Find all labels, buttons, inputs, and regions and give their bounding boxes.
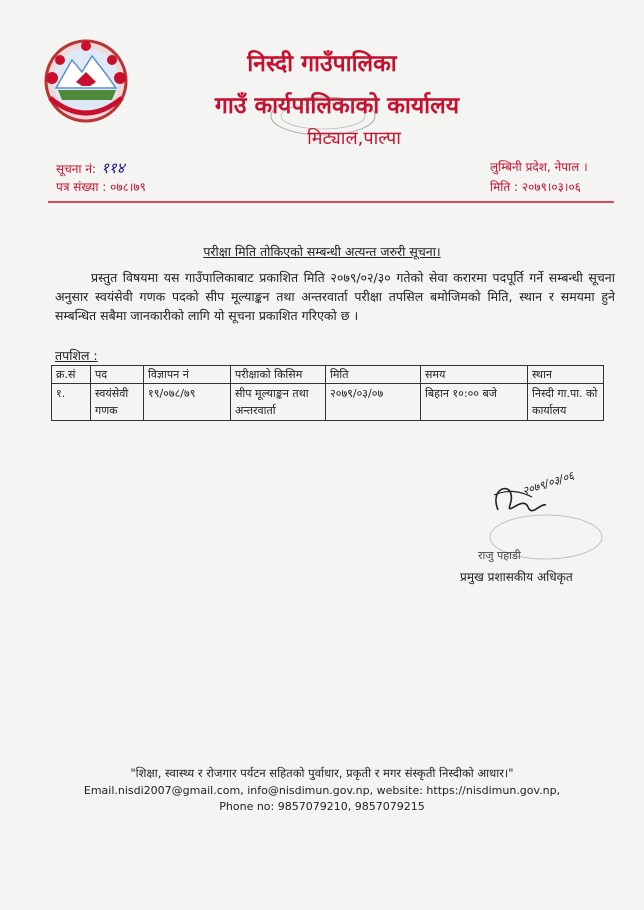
office-title: निस्दी गाउँपालिका: [247, 51, 397, 77]
col-ad-number: विज्ञापन नं: [144, 366, 231, 384]
signature-date: २०७९/०३/०६: [520, 469, 576, 498]
cell-serial: १.: [52, 384, 91, 421]
col-exam-type: परीक्षाको किसिम: [231, 366, 326, 384]
signatory-designation: प्रमुख प्रशासकीय अधिकृत: [460, 570, 573, 584]
col-date: मिति: [326, 366, 421, 384]
footer-slogan: "शिक्षा, स्वास्थ्य र रोजगार पर्यटन सहितको पुर्वाधार, प्रकृती र मगर संस्कृती निस्दीको आधार।": [130, 766, 514, 780]
table-header-row: [52, 366, 604, 384]
footer-phone: Phone no: 9857079210, 9857079215: [219, 800, 425, 813]
cell-post: स्वयंसेवी गणक: [91, 384, 144, 421]
notice-number-value: ११४: [101, 159, 125, 177]
office-subtitle: गाउँ कार्यपालिकाको कार्यालय: [214, 93, 460, 119]
cell-date: २०७९/०३/०७: [326, 384, 421, 421]
cell-time: बिहान १०:०० बजे: [421, 384, 528, 421]
notice-body: प्रस्तुत विषयमा यस गाउँपालिकाबाट प्रकाशित मिति २०७९/०२/३० गतेको सेवा करारमा पदपूर्ति गर्ने सम्बन्धी सूचना अनुसार स्वयंसेवी गणक पदको सीप मूल्याङ्कन तथा अन्तरवार्ता परीक्षा तपसिल बमोजिमको मिति, स्थान र समयमा हुने सम्बन्धित सबैमा जानकारीको लागि यो सूचना प्रकाशित गरिएको छ ।: [55, 270, 615, 323]
cell-ad-number: १९/०७८/७९: [144, 384, 231, 421]
table-row: [52, 384, 604, 421]
cell-exam-type: सीप मूल्याङ्कन तथा अन्तरवार्ता: [231, 384, 326, 421]
col-post: पद: [91, 366, 144, 384]
table-label: तपशिल :: [55, 348, 98, 363]
office-stamp: [268, 95, 378, 137]
signatory-name: राजु पहाडी: [478, 549, 521, 562]
notice-number-label: सूचना नं:: [56, 162, 97, 176]
col-serial: क्र.सं: [52, 366, 91, 384]
col-time: समय: [421, 366, 528, 384]
office-address: मिट्याल,पाल्पा: [307, 128, 401, 149]
notice-subject: परीक्षा मिति तोकिएको सम्बन्धी अत्यन्त जरुरी सूचना।: [203, 244, 441, 259]
exam-schedule-table: [51, 365, 604, 421]
letter-count: पत्र संख्या : ०७८।७९: [56, 180, 146, 194]
col-venue: स्थान: [528, 366, 604, 384]
date-text: मिति : २०७९।०३।०६: [490, 180, 581, 194]
notice-number: [56, 158, 125, 178]
cell-venue: निस्दी गा.पा. को कार्यालय: [528, 384, 604, 421]
header-divider: [48, 201, 614, 203]
footer-contact: Email.nisdi2007@gmail.com, info@nisdimun.gov.np, website: https://nisdimun.gov.np,: [83, 784, 561, 797]
province-text: लुम्बिनी प्रदेश, नेपाल ।: [490, 160, 588, 174]
